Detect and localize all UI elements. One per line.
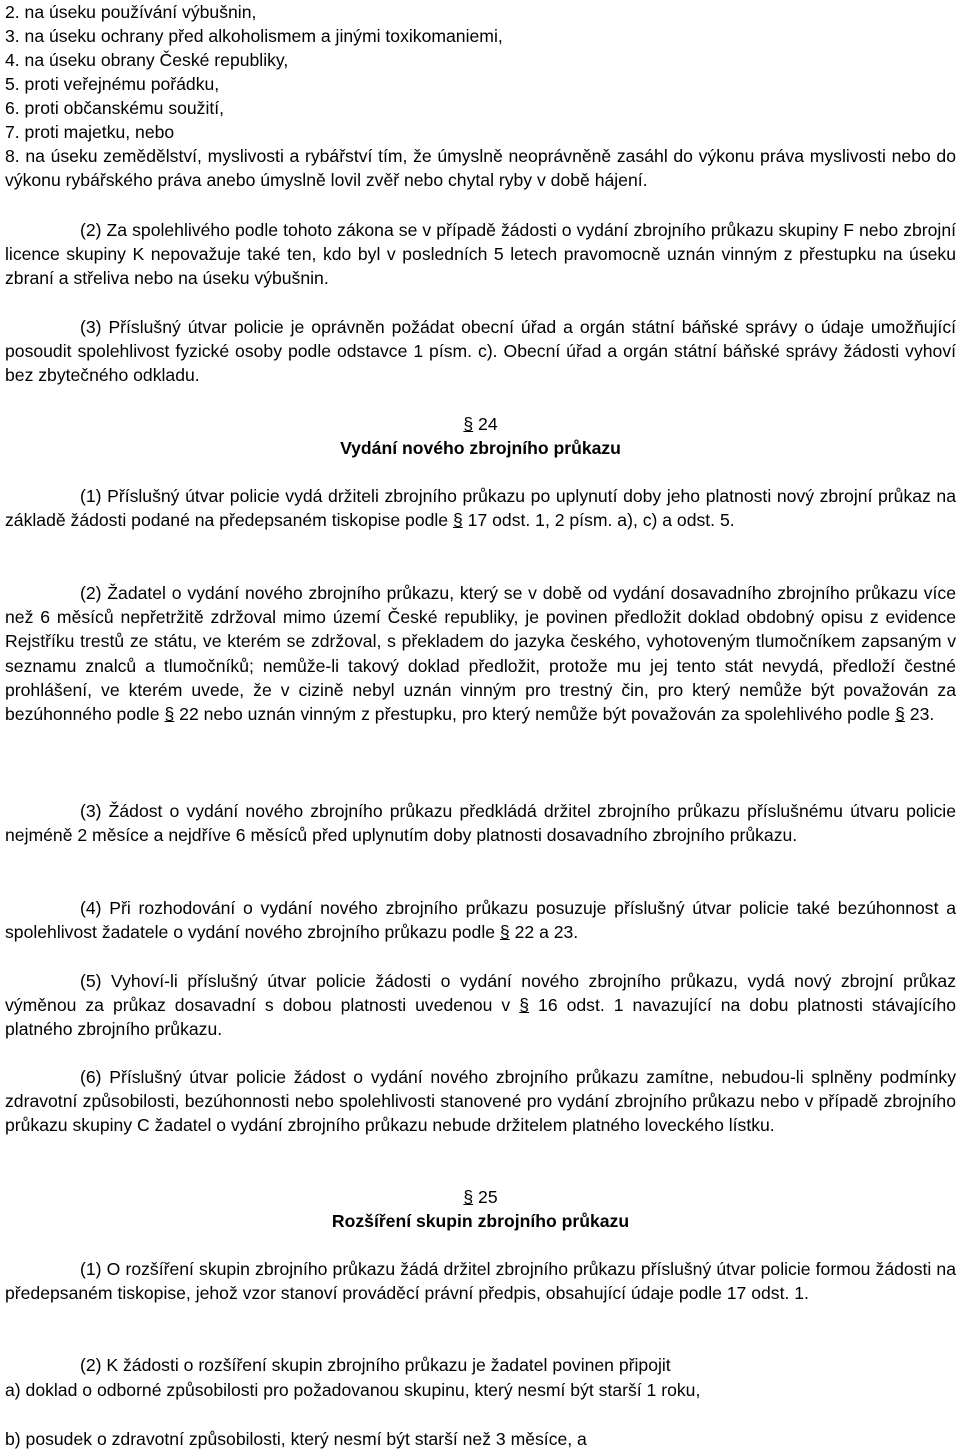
- section-title: Rozšíření skupin zbrojního průkazu: [331, 1211, 630, 1231]
- section-title: Vydání nového zbrojního průkazu: [340, 438, 621, 458]
- section-symbol: §: [519, 995, 530, 1016]
- list-item: 5. proti veřejnému pořádku,: [5, 74, 220, 94]
- paragraph: (3) Příslušný útvar policie je oprávněn požádat obecní úřad a orgán státní báňské správy o údaje umožňující posoudit spolehlivost fyzické osoby podle odstavce 1 písm. c). Obecní úřad a orgán státní báňské správy žádosti vyhoví bez zbytečného odkladu.: [5, 317, 956, 386]
- list-item: b) posudek o zdravotní způsobilosti, který nesmí být starší než 3 měsíce, a: [5, 1429, 587, 1449]
- section-number-value: 24: [478, 414, 498, 434]
- paragraph: (1) Příslušný útvar policie vydá držiteli zbrojního průkazu po uplynutí doby jeho platnosti nový zbrojní průkaz na základě žádosti podané na předepsaném tiskopise podle § 17 odst. 1, 2 písm. a), c) a odst. 5.: [5, 486, 956, 531]
- list-item: 2. na úseku používání výbušnin,: [5, 2, 257, 22]
- paragraph: (2) Žadatel o vydání nového zbrojního průkazu, který se v době od vydání dosavadního zbrojního průkazu více než 6 měsíců nepřetržitě zdržoval mimo území České republiky, je povinen předložit doklad obdobný opisu z evidence Rejstříku trestů ze státu, ve kterém se zdržoval, s překladem do jazyka českého, vyhotoveným tlumočníkem zapsaným v seznamu znalců a tlumočníků; nemůže-li takový doklad předložit, protože mu jej tento stát nevydá, předloží čestné prohlášení, ve kterém uvede, že v cizině nebyl uznán vinným pro trestný čin, pro který nemůže být považován za bezúhonného podle § 22 nebo uznán vinným z přestupku, pro který nemůže být považován za spolehlivého podle § 23.: [5, 583, 956, 725]
- list-item: 8. na úseku zemědělství, myslivosti a rybářství tím, že úmyslně neoprávněně zasáhl do výkonu práva myslivosti nebo do výkonu rybářského práva anebo úmyslně lovil zvěř nebo chytal ryby v době hájení.: [5, 146, 956, 191]
- section-symbol: §: [452, 510, 463, 531]
- list-item: a) doklad o odborné způsobilosti pro požadovanou skupinu, který nesmí být starší 1 roku,: [5, 1380, 701, 1400]
- paragraph: (2) K žádosti o rozšíření skupin zbrojního průkazu je žadatel povinen připojit: [80, 1355, 671, 1375]
- list-item: 6. proti občanskému soužití,: [5, 98, 225, 118]
- section-symbol: §: [164, 704, 175, 725]
- paragraph: (6) Příslušný útvar policie žádost o vydání nového zbrojního průkazu zamítne, nebudou-li splněny podmínky zdravotní způsobilosti, bezúhonnosti nebo spolehlivosti stanovené pro vydání zbrojního průkazu nebo v případě zbrojního průkazu skupiny C žadatel o vydání zbrojního průkazu nebude držitelem platného loveckého lístku.: [5, 1067, 956, 1136]
- section-symbol: §: [499, 922, 510, 943]
- paragraph: (5) Vyhoví-li příslušný útvar policie žádosti o vydání nového zbrojního průkazu, vydá nový zbrojní průkaz výměnou za průkaz dosavadní s dobou platnosti uvedenou v § 16 odst. 1 navazující na dobu platnosti stávajícího platného zbrojního průkazu.: [5, 971, 957, 1040]
- section-number-value: 25: [478, 1187, 498, 1207]
- section-number: [5, 412, 956, 436]
- section-number: [5, 1185, 956, 1209]
- paragraph: (3) Žádost o vydání nového zbrojního průkazu předkládá držitel zbrojního průkazu příslušnému útvaru policie nejméně 2 měsíce a nejdříve 6 měsíců před uplynutím doby platnosti dosavadního zbrojního průkazu.: [5, 801, 956, 846]
- section-symbol: §: [463, 1187, 474, 1207]
- list-item: 7. proti majetku, nebo: [5, 122, 175, 142]
- paragraph: (4) Při rozhodování o vydání nového zbrojního průkazu posuzuje příslušný útvar policie také bezúhonnost a spolehlivost žadatele o vydání nového zbrojního průkazu podle § 22 a 23.: [5, 898, 956, 943]
- paragraph: (1) O rozšíření skupin zbrojního průkazu žádá držitel zbrojního průkazu příslušný útvar policie formou žádosti na předepsaném tiskopise, jehož vzor stanoví prováděcí právní předpis, obsahující údaje podle 17 odst. 1.: [5, 1259, 956, 1304]
- list-item: 3. na úseku ochrany před alkoholismem a jinými toxikomaniemi,: [5, 26, 503, 46]
- paragraph: (2) Za spolehlivého podle tohoto zákona se v případě žádosti o vydání zbrojního průkazu skupiny F nebo zbrojní licence skupiny K nepovažuje také ten, kdo byl v posledních 5 letech pravomocně uznán vinným z přestupku na úseku zbraní a střeliva nebo na úseku výbušnin.: [5, 220, 956, 289]
- list-item: 4. na úseku obrany České republiky,: [5, 50, 289, 70]
- section-symbol: §: [463, 414, 474, 434]
- section-symbol: §: [895, 704, 905, 725]
